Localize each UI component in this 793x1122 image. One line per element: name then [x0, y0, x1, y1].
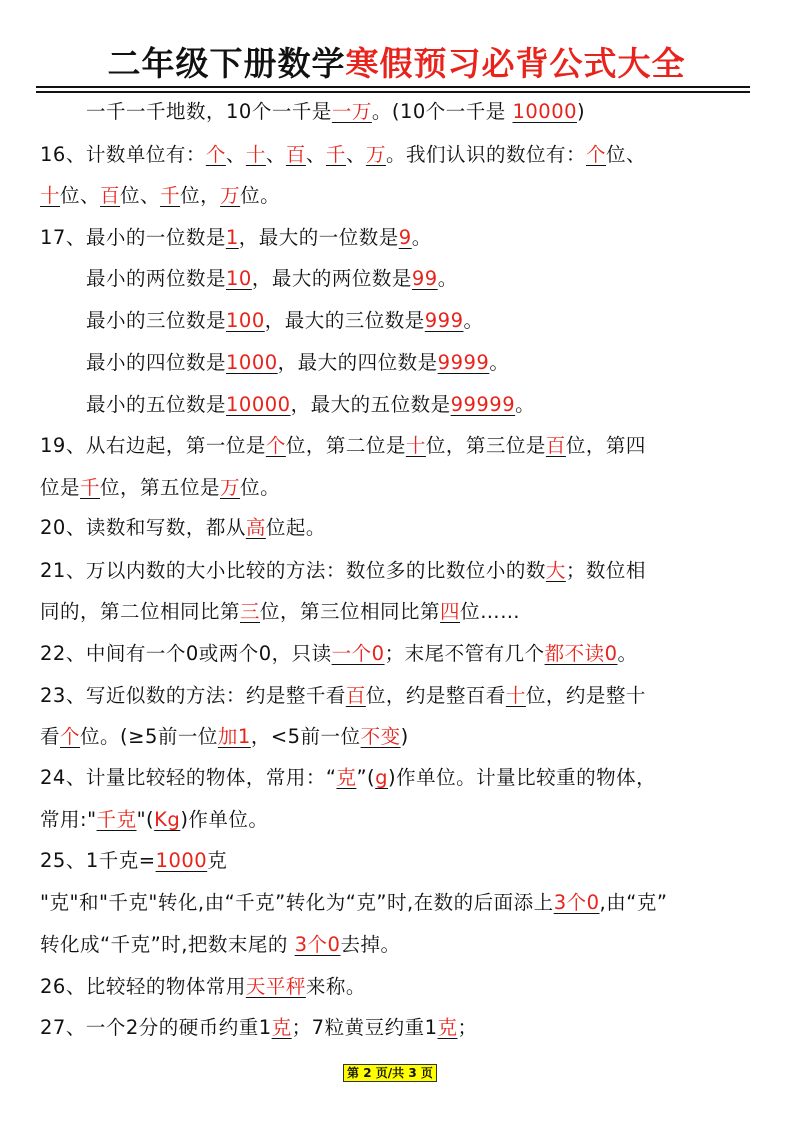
answer-text: 100 — [226, 309, 265, 332]
footer-text: 页/共 — [375, 1066, 405, 1080]
line-text: 。(10个一千是 — [371, 100, 513, 123]
answer-text: 个 — [585, 143, 606, 166]
line-text: 最小的五位数是 — [86, 393, 227, 416]
line-text: ) — [577, 100, 586, 123]
line-text: ； — [457, 1016, 478, 1039]
answer-text: 1000 — [226, 351, 278, 374]
answer-text: 不变 — [360, 725, 401, 748]
line-text: )作单位。 — [180, 808, 269, 831]
line-text: 位是 — [40, 476, 81, 499]
text-line — [40, 931, 770, 959]
answer-text: 百 — [285, 143, 306, 166]
footer-text: 页 — [420, 1066, 433, 1080]
answer-text: 十 — [405, 434, 426, 457]
line-text: 16、计数单位有： — [40, 143, 206, 166]
line-text: 位， — [180, 184, 221, 207]
answer-text: 高 — [245, 516, 266, 539]
line-text: ；7粒黄豆约重1 — [291, 1016, 438, 1039]
line-text: 位、 — [606, 143, 647, 166]
line-text: 25、1千克= — [40, 849, 156, 872]
text-line — [40, 764, 770, 792]
text-line — [86, 307, 793, 335]
line-text: ，最大的三位数是 — [264, 309, 425, 332]
line-text: 位，第三位是 — [425, 434, 546, 457]
line-text: 。 — [617, 642, 638, 665]
answer-text: 3个0 — [553, 891, 600, 914]
answer-text: 999 — [424, 309, 464, 332]
line-text: 27、一个2分的硬币约重1 — [40, 1016, 272, 1039]
line-text: 、 — [265, 143, 286, 166]
answer-text: 个 — [265, 434, 286, 457]
text-line — [86, 98, 793, 126]
line-text: 。 — [489, 351, 510, 374]
answer-text: 9999 — [437, 351, 490, 374]
answer-text: Kg — [154, 808, 181, 831]
line-text: 转化成“千克”时,把数末尾的 — [40, 933, 295, 956]
line-text: 24、计量比较轻的物体，常用：“ — [40, 766, 337, 789]
line-text: 常用:" — [40, 808, 97, 831]
answer-text: 一万 — [331, 100, 372, 123]
answer-text: 克 — [336, 766, 357, 789]
line-text: 。 — [437, 267, 458, 290]
line-text: 位。 — [240, 476, 281, 499]
line-text: 22、中间有一个0或两个0，只读 — [40, 642, 332, 665]
text-line — [86, 265, 793, 293]
answer-text: 千 — [325, 143, 346, 166]
text-line — [40, 224, 770, 252]
line-text: )作单位。计量比较重的物体， — [388, 766, 657, 789]
answer-text: 万 — [220, 476, 241, 499]
line-text: 位…… — [460, 600, 521, 623]
line-text: ；数位相 — [565, 559, 646, 582]
line-text: 。 — [463, 309, 484, 332]
text-line — [86, 391, 793, 419]
line-text: 去掉。 — [340, 933, 401, 956]
text-line — [40, 889, 770, 917]
line-text: ”( — [356, 766, 376, 789]
line-text: "克"和"千克"转化,由“千克”转化为“克”时,在数的后面添上 — [40, 891, 554, 914]
answer-text: 1000 — [155, 849, 208, 872]
text-line — [40, 973, 770, 1001]
text-line — [40, 182, 770, 210]
line-text: 一千一千地数，10个一千是 — [86, 100, 332, 123]
answer-text: 9 — [398, 226, 412, 249]
line-text: 。我们认识的数位有： — [385, 143, 586, 166]
line-text: 23、写近似数的方法：约是整千看 — [40, 684, 346, 707]
line-text: 位起。 — [265, 516, 326, 539]
answer-text: 十 — [40, 184, 61, 207]
line-text: 同的，第二位相同比第 — [40, 600, 241, 623]
line-text: 克 — [207, 849, 228, 872]
title-red: 寒假预习必背公式大全 — [345, 44, 686, 83]
answer-text: 1 — [225, 226, 239, 249]
line-text: 26、比较轻的物体常用 — [40, 975, 246, 998]
line-text: 位。(≥5前一位 — [80, 725, 218, 748]
line-text: 看 — [40, 725, 61, 748]
line-text: 、 — [225, 143, 246, 166]
answer-text: 99 — [411, 267, 438, 290]
line-text: 位。 — [240, 184, 281, 207]
line-text: 。 — [411, 226, 432, 249]
text-line — [40, 141, 770, 169]
text-line — [40, 557, 770, 585]
footer-page: 2 — [363, 1066, 372, 1080]
line-text: 位，第三位相同比第 — [260, 600, 441, 623]
line-text: 位、 — [120, 184, 161, 207]
text-line — [40, 432, 770, 460]
line-text: 位，约是整十 — [525, 684, 646, 707]
text-line — [40, 514, 770, 542]
line-text: ；末尾不管有几个 — [384, 642, 545, 665]
text-line — [40, 598, 770, 626]
answer-text: 三 — [240, 600, 261, 623]
answer-text: 千 — [80, 476, 101, 499]
line-text: ，最大的四位数是 — [277, 351, 438, 374]
answer-text: 十 — [245, 143, 266, 166]
line-text: 20、读数和写数，都从 — [40, 516, 246, 539]
text-line — [40, 723, 770, 751]
answer-text: 四 — [440, 600, 461, 623]
line-text: 。 — [515, 393, 536, 416]
answer-text: 万 — [365, 143, 386, 166]
answer-text: g — [375, 766, 389, 789]
answer-text: 10000 — [226, 393, 291, 416]
text-line — [40, 806, 770, 834]
line-text: 17、最小的一位数是 — [40, 226, 226, 249]
answer-text: 99999 — [450, 393, 516, 416]
line-text: ，最大的五位数是 — [290, 393, 451, 416]
text-line — [40, 1014, 770, 1042]
line-text: ，<5前一位 — [250, 725, 361, 748]
answer-text: 10000 — [512, 100, 578, 123]
answer-text: 加1 — [217, 725, 251, 748]
line-text: 、 — [305, 143, 326, 166]
answer-text: 千 — [160, 184, 181, 207]
footer-text: 第 — [347, 1066, 360, 1080]
text-line — [40, 682, 770, 710]
line-text: ,由“克” — [599, 891, 668, 914]
answer-text: 克 — [271, 1016, 292, 1039]
line-text: 位，第五位是 — [100, 476, 221, 499]
footer-total: 3 — [408, 1066, 417, 1080]
text-line — [40, 640, 770, 668]
page-title — [0, 44, 793, 84]
answer-text: 万 — [220, 184, 241, 207]
line-text: ，最大的一位数是 — [238, 226, 399, 249]
answer-text: 克 — [437, 1016, 458, 1039]
line-text: 19、从右边起，第一位是 — [40, 434, 266, 457]
answer-text: 10 — [226, 267, 252, 290]
line-text: 最小的三位数是 — [86, 309, 227, 332]
line-text: ) — [400, 725, 409, 748]
page-footer — [343, 1064, 437, 1082]
answer-text: 都不读0 — [544, 642, 618, 665]
title-rule-top — [36, 86, 750, 88]
answer-text: 3个0 — [294, 933, 341, 956]
answer-text: 千克 — [96, 808, 137, 831]
answer-text: 个 — [60, 725, 81, 748]
title-rule-bottom — [36, 91, 750, 93]
answer-text: 百 — [100, 184, 121, 207]
answer-text: 大 — [545, 559, 566, 582]
text-line — [40, 847, 770, 875]
answer-text: 一个0 — [331, 642, 385, 665]
answer-text: 个 — [205, 143, 226, 166]
text-line — [40, 474, 770, 502]
line-text: 最小的四位数是 — [86, 351, 227, 374]
line-text: 最小的两位数是 — [86, 267, 227, 290]
title-black: 二年级下册数学 — [107, 44, 346, 83]
line-text: 、 — [345, 143, 366, 166]
line-text: 位，约是整百看 — [365, 684, 506, 707]
line-text: 来称。 — [305, 975, 366, 998]
line-text: "( — [136, 808, 155, 831]
text-line — [86, 349, 793, 377]
answer-text: 百 — [545, 434, 566, 457]
line-text: 位，第二位是 — [285, 434, 406, 457]
line-text: 位、 — [60, 184, 101, 207]
answer-text: 天平秤 — [245, 975, 306, 998]
line-text: 位，第四 — [565, 434, 646, 457]
answer-text: 十 — [505, 684, 526, 707]
line-text: ，最大的两位数是 — [251, 267, 412, 290]
line-text: 21、万以内数的大小比较的方法：数位多的比数位小的数 — [40, 559, 546, 582]
answer-text: 百 — [345, 684, 366, 707]
